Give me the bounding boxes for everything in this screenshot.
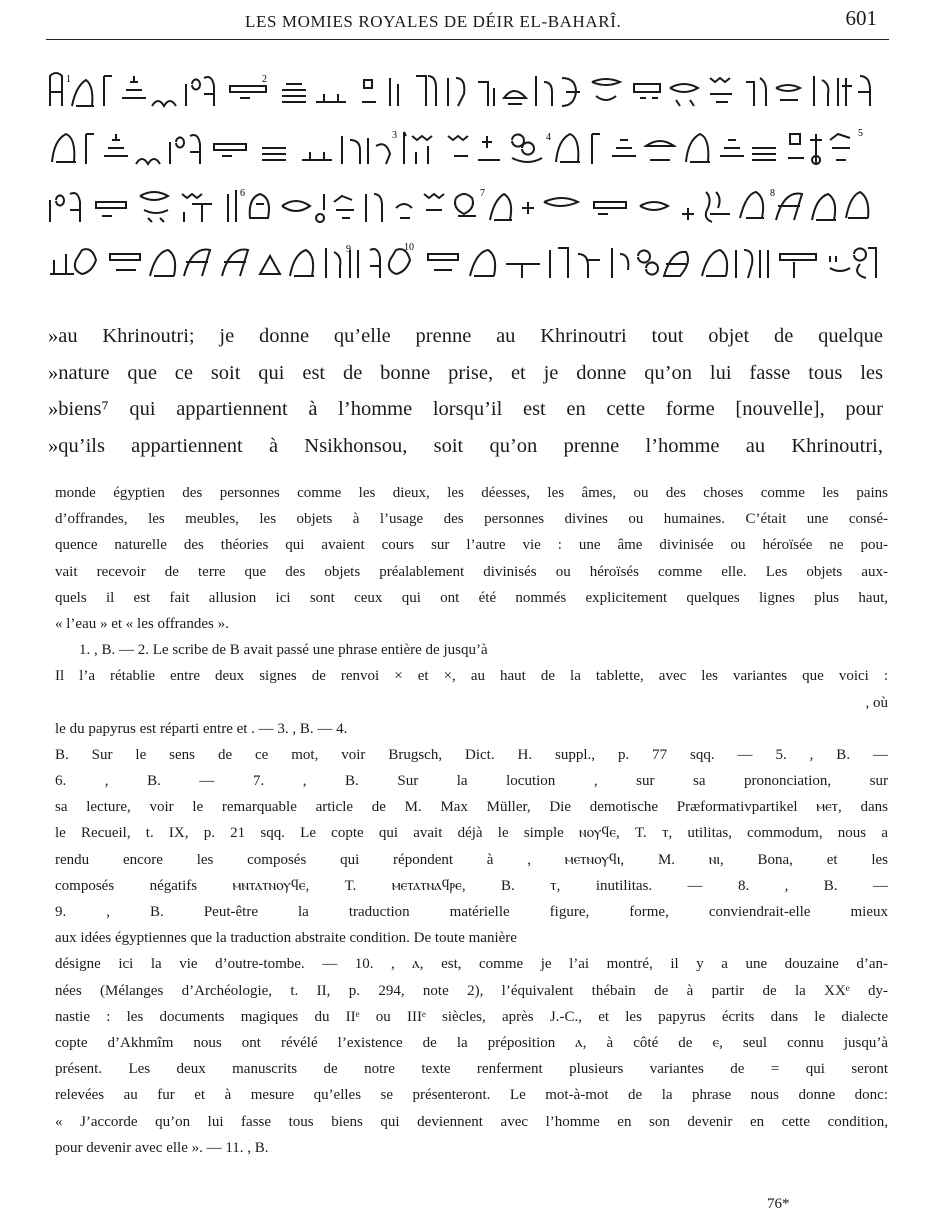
hieroglyph-row-2 [46, 126, 878, 166]
footnote-line: 6. , B. — 7. , B. Sur la locution , sur sa prononciation, sur [55, 773, 888, 790]
note-mark-7: 7 [480, 188, 485, 199]
footnote-line: « J’accorde qu’on lui fasse tous biens qui deviennent avec l’homme en son devenir en cette condition, [55, 1113, 888, 1130]
footnote-line: composés négatifs ⲙⲛⲧⲁⲧⲛⲟⲩϥⲉ, T. ⲙⲉⲧⲁⲧⲛⲁϥⲣⲉ, B. ⲧ, inutilitas. — 8. , B. — [55, 877, 888, 894]
hieroglyph-row-4 [46, 240, 878, 280]
hieroglyph-row-1 [46, 68, 878, 108]
footnote-line: « l’eau » et « les offrandes ». [55, 615, 229, 632]
translation-line: »nature que ce soit qui est de bonne prise, et je donne qu’on lui fasse tous les [48, 361, 883, 384]
footnote-line: quence naturelle des théories qui avaient cours sur l’autre vie : une âme divinisée ou héroïsée ne pou- [55, 537, 888, 554]
footnote-line: nastie : les documents magiques du IIᵉ ou IIIᵉ siècles, après J.-C., et les papyrus écrits dans le dialecte [55, 1008, 888, 1025]
signature-mark: 76* [767, 1196, 790, 1212]
footnote-line: vait recevoir de terre que des objets préalablement divinisés ou héroïsés comme elle. Les objets aux- [55, 563, 888, 580]
note-mark-10: 10 [404, 242, 414, 253]
footnote-line: relevées au fur et à mesure qu’elles se présenteront. Le mot-à-mot de la phrase nous donne donc: [55, 1087, 888, 1104]
footnote-line: d’offrandes, les meubles, les objets à l’usage des personnes divines ou humaines. C’était une consé- [55, 511, 888, 528]
footnote-line: aux idées égyptiennes que la traduction abstraite condition. De toute manière [55, 930, 517, 947]
note-mark-1: 1 [66, 74, 71, 85]
footnote-line: le Recueil, t. IX, p. 21 sqq. Le copte qui avait déjà le simple ⲛⲟⲩϥⲉ, T. ⲧ, utilitas, commodum, nous a [55, 825, 888, 842]
translation-line: »qu’ils appartiennent à Nsikhonsou, soit qu’on prenne l’homme au Khrinoutri, [48, 434, 883, 457]
footnote-line: 9. , B. Peut-être la traduction matérielle figure, forme, conviendrait-elle mieux [55, 904, 888, 920]
footnote-line: sa lecture, voir le remarquable article de M. Max Müller, Die demotische Præformativpartikel ⲙⲉⲧ, dans [55, 799, 888, 816]
note-mark-8: 8 [770, 188, 775, 199]
running-head: LES MOMIES ROYALES DE DÉIR EL-BAHARÎ. [245, 12, 622, 31]
footnote-line: rendu encore les composés qui répondent à , ⲙⲉⲧⲛⲟⲩϥⲓ, M. ⲛⲓ, Bona, et les [55, 851, 888, 868]
footnote-line: B. Sur le sens de ce mot, voir Brugsch, Dict. H. suppl., p. 77 sqq. — 5. , B. — [55, 746, 888, 763]
hieroglyph-row-3 [46, 184, 878, 224]
note-mark-3: 3 [392, 130, 397, 141]
footnote-line: le du papyrus est réparti entre et . — 3. , B. — 4. [55, 720, 348, 737]
footnote-line: présent. Les deux manuscrits de notre texte renferment plusieurs variantes de = qui seront [55, 1061, 888, 1078]
footnote-line: monde égyptien des personnes comme les dieux, les déesses, les âmes, ou des choses comme les pains [55, 485, 888, 501]
translation-line: »biens⁷ qui appartiennent à l’homme lorsqu’il est en cette forme [nouvelle], pour [48, 398, 883, 420]
footnote-line: pour devenir avec elle ». — 11. , B. [55, 1139, 269, 1156]
footnote-line: copte d’Akhmîm nous ont révélé l’existence de la préposition ⲁ, à côté de ⲉ, seul connu jusqu’à [55, 1034, 888, 1051]
note-mark-9: 9 [346, 244, 351, 255]
footnote-line: quels il est fait allusion ici sont ceux qui ont été nommés explicitement quelques lignes plus haut, [55, 589, 888, 606]
note-mark-5: 5 [858, 128, 863, 139]
hieroglyph-row-1-glyphs [46, 68, 878, 108]
hieroglyph-row-2-glyphs [46, 126, 878, 166]
note-mark-4: 4 [546, 132, 551, 143]
footnote-line: nées (Mélanges d’Archéologie, t. II, p. 294, note 2), l’équivalent thébain de à partir de la XXᵉ dy- [55, 982, 888, 999]
footnote-line: , où [865, 694, 888, 711]
footnote-line: désigne ici la vie d’outre-tombe. — 10. , ⲁ, est, comme je l’ai montré, il y a une douzaine d’an- [55, 956, 888, 973]
footnotes [55, 480, 888, 1161]
hieroglyph-row-3-glyphs [46, 184, 878, 224]
footnote-line: 1. , B. — 2. Le scribe de B avait passé une phrase entière de jusqu’à [79, 642, 488, 659]
note-mark-6: 6 [240, 188, 245, 199]
translation-paragraph [48, 318, 883, 464]
header-rule [46, 39, 889, 40]
footnote-line: Il l’a rétablie entre deux signes de renvoi × et ×, au haut de la tablette, avec les variantes que voici : [55, 668, 888, 685]
translation-line: »au Khrinoutri; je donne qu’elle prenne au Khrinoutri tout objet de quelque [48, 325, 883, 347]
page-number: 601 [845, 6, 877, 30]
hieroglyph-row-4-glyphs [46, 240, 878, 280]
note-mark-2: 2 [262, 74, 267, 85]
